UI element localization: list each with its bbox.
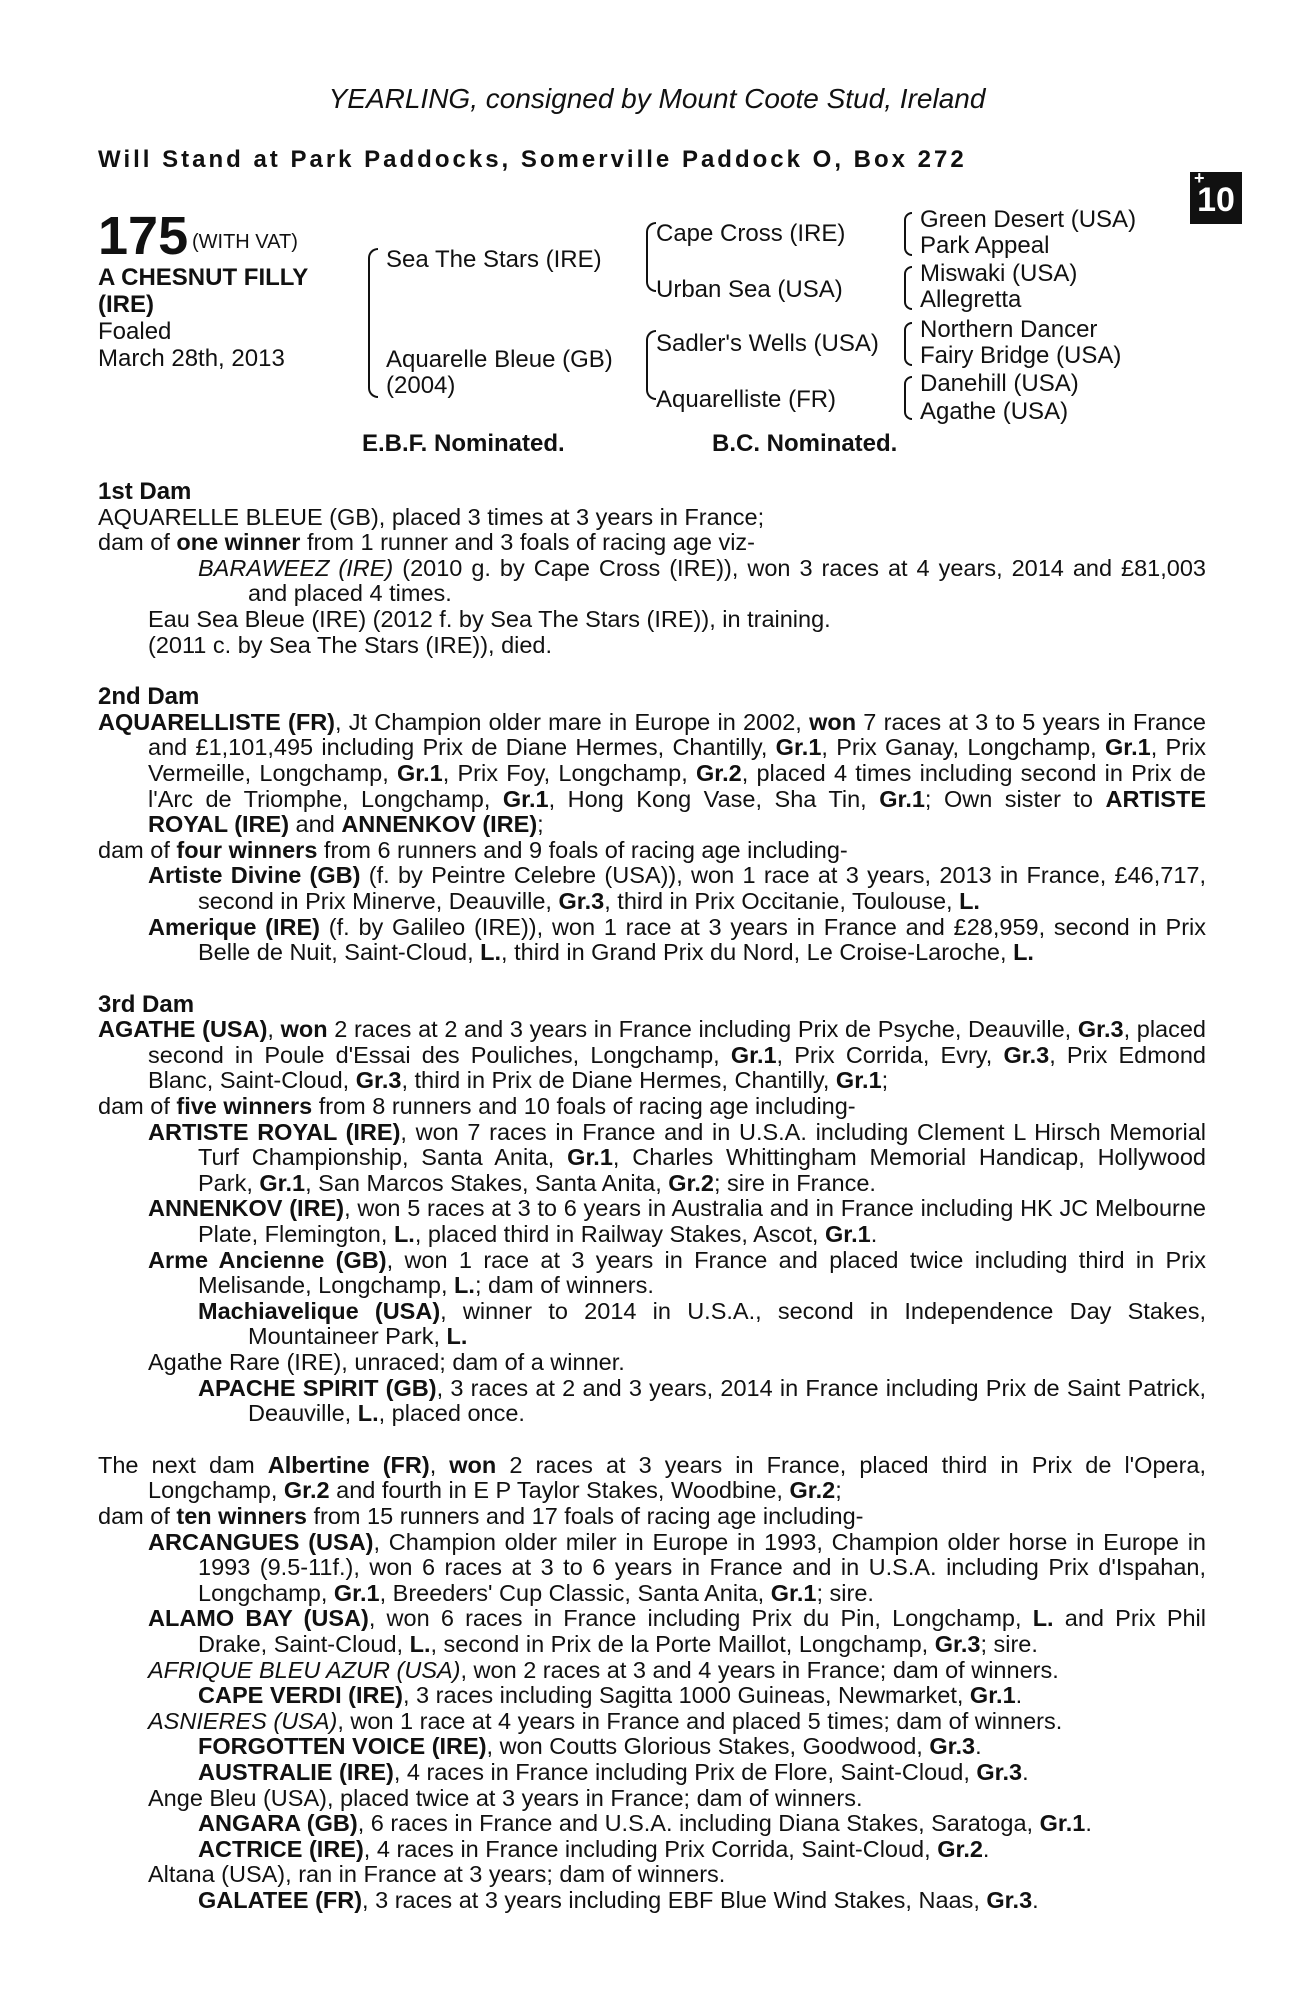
lot-badge [1190, 168, 1242, 224]
first-dam-entry-3: (2011 c. by Sea The Stars (IRE)), died. [148, 631, 553, 658]
ped-dsd: Fairy Bridge (USA) [920, 342, 1122, 369]
next-dam-line: The next dam Albertine (FR), won 2 races at 3 years in France, placed third in Prix de l'Opera, Longchamp, Gr.2 and fourth in E P Taylor Stakes, Woodbine, Gr.2; [98, 1451, 1207, 1504]
third-dam-produce: dam of five winners from 8 runners and 10 foals of racing age including- [98, 1093, 856, 1120]
ebf-nominated: E.B.F. Nominated. [362, 430, 565, 457]
bc-nominated: B.C. Nominated. [712, 430, 898, 457]
next-dam-entry-3a: CAPE VERDI (IRE), 3 races including Sagitta 1000 Guineas, Newmarket, Gr.1. [198, 1682, 1023, 1709]
second-dam-line: AQUARELLISTE (FR), Jt Champion older mare in Europe in 2002, won 7 races at 3 to 5 years in France and £1,101,495 including Prix de Diane Hermes, Chantilly, Gr.1, Prix Ganay, Longchamp, Gr.1, Prix Vermeille, Longchamp, Gr.1, Prix Foy, Longchamp, Gr.2, placed 4 times including second in Prix de l'Arc de Triomphe, Longchamp, Gr.1, Hong Kong Vase, Sha Tin, Gr.1; Own sister to ARTISTE ROYAL (IRE) and ANNENKOV (IRE); [98, 708, 1207, 838]
brace-dd [904, 376, 912, 420]
next-dam-entry-5b: ACTRICE (IRE), 4 races in France including Prix Corrida, Saint-Cloud, Gr.2. [198, 1835, 990, 1862]
second-dam-entry-2: Amerique (IRE) (f. by Galileo (IRE)), won 1 race at 3 years in France and £28,959, second in Prix Belle de Nuit, Saint-Cloud, L., third in Grand Prix du Nord, Le Croise-Laroche, L. [148, 913, 1206, 966]
next-dam-entry-5a: ANGARA (GB), 6 races in France and U.S.A. including Diana Stakes, Saratoga, Gr.1. [198, 1810, 1092, 1837]
ped-dss: Northern Dancer [920, 316, 1098, 343]
badge-plus: + [1194, 168, 1205, 188]
ped-ddd: Agathe (USA) [920, 398, 1069, 425]
ped-ssd: Park Appeal [920, 232, 1050, 259]
vat-label: (WITH VAT) [192, 231, 298, 253]
next-dam-entry-4a: FORGOTTEN VOICE (IRE), won Coutts Glorious Stakes, Goodwood, Gr.3. [198, 1733, 982, 1760]
first-dam-entry-2: Eau Sea Bleue (IRE) (2012 f. by Sea The Stars (IRE)), in training. [148, 605, 831, 632]
badge-number: 10 [1197, 181, 1235, 219]
brace-sd [904, 266, 912, 310]
lot-name-1: A CHESNUT FILLY [98, 264, 309, 291]
first-dam-produce: dam of one winner from 1 runner and 3 foals of racing age viz- [98, 529, 755, 556]
page-header: YEARLING, consigned by Mount Coote Stud, Ireland [328, 83, 986, 114]
brace-dam [646, 330, 656, 400]
first-dam-line: AQUARELLE BLEUE (GB), placed 3 times at 3 years in France; [98, 503, 765, 530]
third-dam-entry-1: ARTISTE ROYAL (IRE), won 7 races in France and in U.S.A. including Clement L Hirsch Memorial Turf Championship, Santa Anita, Gr.1, Charles Whittingham Memorial Handicap, Hollywood Park, Gr.1, San Marcos Stakes, Santa Anita, Gr.2; sire in France. [148, 1118, 1206, 1196]
second-dam-entry-1: Artiste Divine (GB) (f. by Peintre Celebre (USA)), won 1 race at 3 years, 2013 in France, £46,717, second in Prix Minerve, Deauville, Gr.3, third in Prix Occitanie, Toulouse, L. [148, 862, 1206, 914]
third-dam-entry-2: ANNENKOV (IRE), won 5 races at 3 to 6 years in Australia and in France including HK JC Melbourne Plate, Flemington, L., placed third in Railway Stakes, Ascot, Gr.1. [148, 1195, 1206, 1248]
second-dam-produce: dam of four winners from 6 runners and 9 foals of racing age including- [98, 836, 848, 863]
first-dam-title: 1st Dam [98, 478, 192, 505]
third-dam-line: AGATHE (USA), won 2 races at 2 and 3 years in France including Prix de Psyche, Deauville, Gr.3, placed second in Poule d'Essai des Pouliches, Longchamp, Gr.1, Prix Corrida, Evry, Gr.3, Prix Edmond Blanc, Saint-Cloud, Gr.3, third in Prix de Diane Hermes, Chantilly, Gr.1; [98, 1016, 1207, 1094]
stand-location: Will Stand at Park Paddocks, Somerville Paddock O, Box 272 [98, 146, 967, 173]
third-dam-title: 3rd Dam [98, 990, 195, 1018]
brace-ds [904, 322, 912, 366]
ped-dam-year: (2004) [386, 372, 456, 399]
next-dam-entry-5: Ange Bleu (USA), placed twice at 3 years in France; dam of winners. [148, 1784, 863, 1811]
ped-sss: Green Desert (USA) [920, 206, 1137, 233]
first-dam-entry-1: BARAWEEZ (IRE) (2010 g. by Cape Cross (IRE)), won 3 races at 4 years, 2014 and £81,003 and placed 4 times. [198, 554, 1206, 607]
foaled-label: Foaled [98, 318, 172, 345]
next-dam-entry-6a: GALATEE (FR), 3 races at 3 years including EBF Blue Wind Stakes, Naas, Gr.3. [198, 1886, 1039, 1913]
second-dam-title: 2nd Dam [98, 683, 200, 711]
third-dam-entry-3a: Machiavelique (USA), winner to 2014 in U.S.A., second in Independence Day Stakes, Mountaineer Park, L. [198, 1297, 1206, 1350]
ped-dd: Aquarelliste (FR) [656, 386, 837, 413]
third-dam-entry-4a: APACHE SPIRIT (GB), 3 races at 2 and 3 years, 2014 in France including Prix de Saint Patrick, Deauville, L., placed once. [198, 1374, 1206, 1427]
ped-ds: Sadler's Wells (USA) [656, 330, 879, 357]
lot-name-2: (IRE) [98, 291, 154, 318]
next-dam-entry-6: Altana (USA), ran in France at 3 years; dam of winners. [148, 1861, 726, 1888]
next-dam-entry-1: ARCANGUES (USA), Champion older miler in Europe in 1993, Champion older horse in Europe in 1993 (9.5-11f.), won 6 races at 3 to 6 years in France and in U.S.A. including Prix d'Ispahan, Longchamp, Gr.1, Breeders' Cup Classic, Santa Anita, Gr.1; sire. [148, 1528, 1207, 1606]
produce-record [98, 479, 1206, 1913]
brace-sire [646, 222, 656, 292]
ped-dam: Aquarelle Bleue (GB) [386, 346, 613, 373]
next-dam-entry-3: AFRIQUE BLEU AZUR (USA), won 2 races at 3 and 4 years in France; dam of winners. [148, 1656, 1059, 1683]
third-dam-entry-3: Arme Ancienne (GB), won 1 race at 3 years in France and placed twice including third in Prix Melisande, Longchamp, L.; dam of winners. [148, 1246, 1206, 1299]
third-dam-entry-4: Agathe Rare (IRE), unraced; dam of a winner. [148, 1349, 625, 1375]
next-dam-produce: dam of ten winners from 15 runners and 17 foals of racing age including- [98, 1502, 864, 1529]
ped-sire: Sea The Stars (IRE) [386, 246, 602, 273]
next-dam-entry-2: ALAMO BAY (USA), won 6 races in France including Prix du Pin, Longchamp, L. and Prix Phil Drake, Saint-Cloud, L., second in Prix de la Porte Maillot, Longchamp, Gr.3; sire. [148, 1605, 1206, 1657]
brace-sire-dam [368, 248, 378, 398]
lot-info [98, 264, 308, 372]
ped-ss: Cape Cross (IRE) [656, 220, 846, 247]
next-dam-entry-4b: AUSTRALIE (IRE), 4 races in France including Prix de Flore, Saint-Cloud, Gr.3. [198, 1758, 1029, 1785]
ped-sd: Urban Sea (USA) [656, 276, 843, 303]
ped-dds: Danehill (USA) [920, 370, 1079, 397]
foaled-date: March 28th, 2013 [98, 345, 285, 372]
lot-number: 175 [98, 206, 189, 266]
brace-ss [904, 212, 912, 256]
ped-sdd: Allegretta [920, 286, 1022, 313]
ped-sds: Miswaki (USA) [920, 260, 1078, 287]
next-dam-entry-4: ASNIERES (USA), won 1 race at 4 years in France and placed 5 times; dam of winners. [148, 1707, 1063, 1734]
